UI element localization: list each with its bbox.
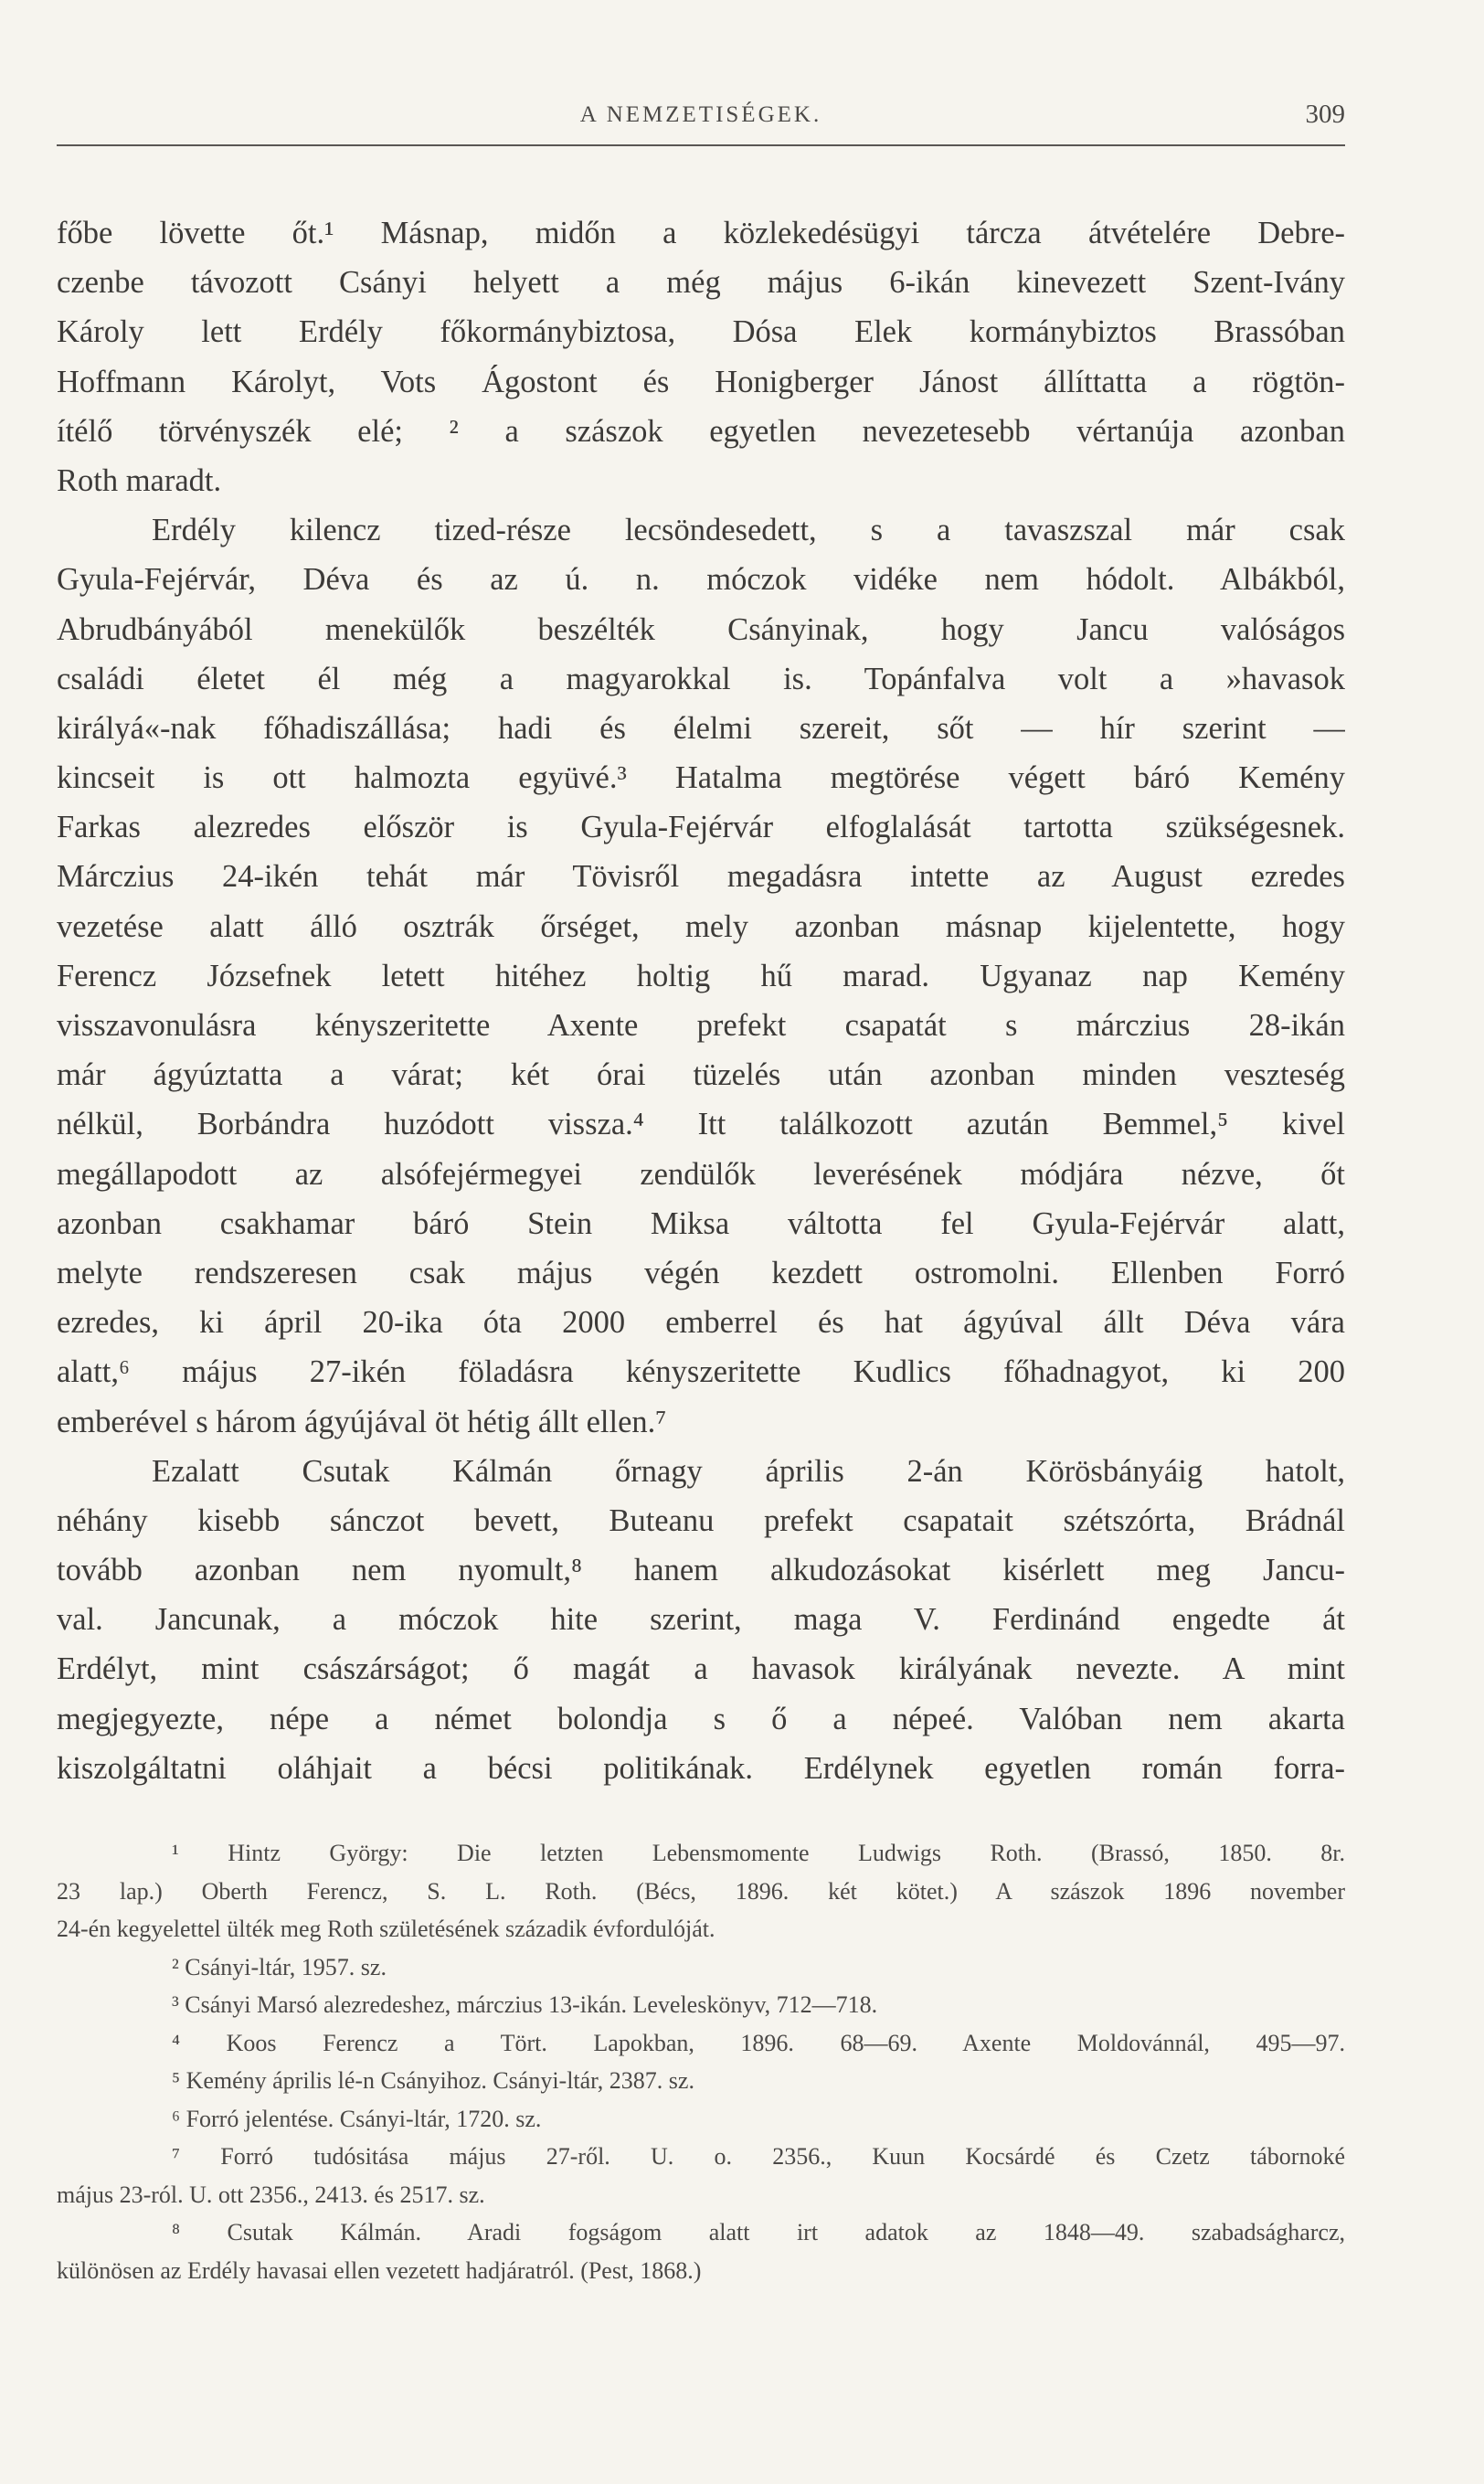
text-line: már ágyúztatta a várat; két órai tüzelés után azonban minden veszteség [57, 1057, 1345, 1093]
footnote-line: 24-én kegyelettel ülték meg Roth születésének századik évfordulóját. [57, 1916, 716, 1942]
header-rule [57, 144, 1345, 146]
text-line: Ferencz Józsefnek letett hitéhez holtig hű marad. Ugyanaz nap Kemény [57, 958, 1345, 993]
text-line: megállapodott az alsófejérmegyei zendülők leverésének módjára nézve, őt [57, 1156, 1345, 1192]
text-line: néhány kisebb sánczot bevett, Buteanu prefekt csapatait szétszórta, Brádnál [57, 1502, 1345, 1538]
text-line: családi életet él még a magyarokkal is. Topánfalva volt a »havasok [57, 661, 1345, 696]
text-line: főbe lövette őt.¹ Másnap, midőn a közlekedésügyi tárcza átvételére Debre- [57, 216, 1345, 250]
text-line: Farkas alezredes először is Gyula-Fejérvár elfoglalását tartotta szükségesnek. [57, 810, 1345, 845]
text-line: megjegyezte, népe a német bolondja s ő a népeé. Valóban nem akarta [57, 1701, 1345, 1736]
footnotes [57, 1834, 1345, 2289]
footnote-line: ⁸ Csutak Kálmán. Aradi fogságom alatt irt adatok az 1848—49. szabadságharcz, [172, 2219, 1345, 2245]
text-line: czenbe távozott Csányi helyett a még május 6-ikán kinevezett Szent-Ivány [57, 265, 1345, 301]
text-line: nélkül, Borbándra huzódott vissza.⁴ Itt találkozott azután Bemmel,⁵ kivel [57, 1107, 1345, 1142]
footnote-line: ⁵ Kemény április lé-n Csányihoz. Csányi-ltár, 2387. sz. [172, 2067, 694, 2094]
footnote-line: ⁶ Forró jelentése. Csányi-ltár, 1720. sz. [172, 2105, 542, 2132]
text-line: Márczius 24-ikén tehát már Tövisről megadásra intette az August ezredes [57, 859, 1345, 895]
text-line: Gyula-Fejérvár, Déva és az ú. n. móczok vidéke nem hódolt. Albákból, [57, 562, 1345, 598]
text-line: melyte rendszeresen csak május végén kezdett ostromolni. Ellenben Forró [57, 1255, 1345, 1290]
text-line: ezredes, ki ápril 20-ika óta 2000 emberrel és hat ágyúval állt Déva vára [57, 1305, 1345, 1341]
text-line: kiszolgáltatni oláhjait a bécsi politikának. Erdélynek egyetlen román forra- [57, 1750, 1345, 1786]
text-line: Károly lett Erdély főkormánybiztosa, Dósa Elek kormánybiztos Brassóban [57, 314, 1345, 350]
text-line: királyá«-nak főhadiszállása; hadi és élelmi szereit, sőt — hír szerint — [57, 710, 1345, 746]
text-line: Hoffmann Károlyt, Vots Ágostont és Honigberger Jánost állíttatta a rögtön- [57, 364, 1345, 399]
footnote-line: ³ Csányi Marsó alezredeshez, márczius 13-ikán. Leveleskönyv, 712—718. [172, 1991, 878, 2018]
footnote-line: ¹ Hintz György: Die letzten Lebensmomente Ludwigs Roth. (Brassó, 1850. 8r. [172, 1840, 1345, 1866]
text-line: emberével s három ágyújával öt hétig állt ellen.⁷ [57, 1404, 667, 1439]
footnote-line: ⁴ Koos Ferencz a Tört. Lapokban, 1896. 68—69. Axente Moldovánnál, 495—97. [172, 2029, 1345, 2056]
footnote-line: 23 lap.) Oberth Ferencz, S. L. Roth. (Bécs, 1896. két kötet.) A szászok 1896 november [57, 1877, 1345, 1905]
footnote-line: különösen az Erdély havasai ellen vezetett hadjáratról. (Pest, 1868.) [57, 2256, 702, 2284]
page-number: 309 [1305, 100, 1345, 129]
running-head: A NEMZETISÉGEK. [579, 102, 822, 127]
footnote-line: ⁷ Forró tudósitása május 27-ről. U. o. 2356., Kuun Kocsárdé és Czetz tábornoké [172, 2143, 1345, 2170]
footnote-line: ² Csányi-ltár, 1957. sz. [172, 1953, 387, 1980]
page-header [57, 102, 1345, 139]
text-line: vezetése alatt álló osztrák őrséget, mely azonban másnap kijelentette, hogy [57, 908, 1345, 944]
footnote-line: május 23-ról. U. ott 2356., 2413. és 2517. sz. [57, 2181, 485, 2208]
text-line: val. Jancunak, a móczok hite szerint, maga V. Ferdinánd engedte át [57, 1602, 1345, 1638]
text-line: tovább azonban nem nyomult,⁸ hanem alkudozásokat kisérlett meg Jancu- [57, 1553, 1345, 1588]
text-line: Roth maradt. [57, 462, 222, 498]
text-line: Erdélyt, mint császárságot; ő magát a havasok királyának nevezte. A mint [57, 1651, 1345, 1687]
text-line: ítélő törvényszék elé; ² a szászok egyetlen nevezetesebb vértanúja azonban [57, 413, 1345, 449]
text-line: alatt,⁶ május 27-ikén föladásra kényszeritette Kudlics főhadnagyot, ki 200 [57, 1354, 1345, 1390]
text-line: Abrudbányából menekülők beszélték Csányinak, hogy Jancu valóságos [57, 611, 1345, 647]
text-line: kincseit is ott halmozta együvé.³ Hatalma megtörése végett báró Kemény [57, 760, 1345, 796]
text-line: visszavonulásra kényszeritette Axente prefekt csapatát s márczius 28-ikán [57, 1008, 1345, 1043]
text-line: Erdély kilencz tized-része lecsöndesedett, s a tavaszszal már csak [152, 513, 1345, 548]
body-text [57, 208, 1345, 1793]
text-line: Ezalatt Csutak Kálmán őrnagy április 2-án Körösbányáig hatolt, [152, 1453, 1345, 1489]
text-line: azonban csakhamar báró Stein Miksa váltotta fel Gyula-Fejérvár alatt, [57, 1205, 1345, 1241]
